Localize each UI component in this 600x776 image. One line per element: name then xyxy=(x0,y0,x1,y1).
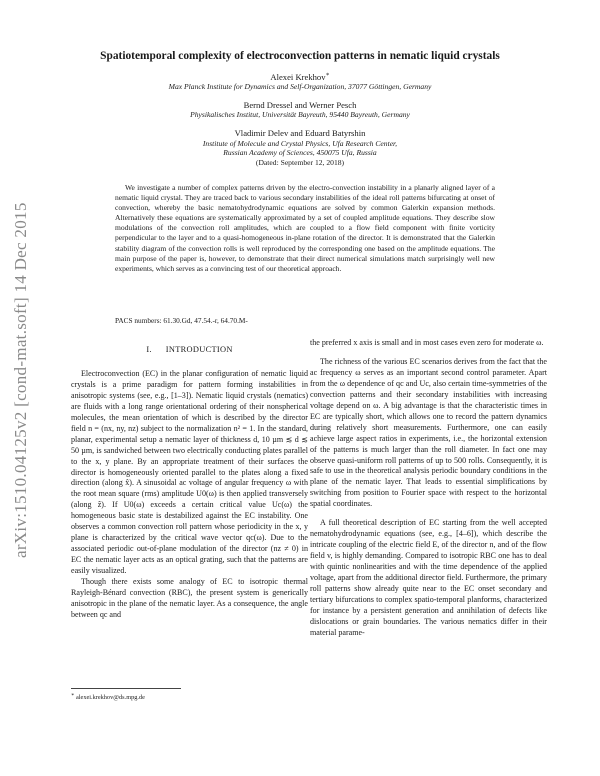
right-paragraph-1: the preferred x axis is small and in most cases even zero for moderate ω. xyxy=(310,338,544,347)
arxiv-identifier: arXiv:1510.04125v2 [cond-mat.soft] 14 Dec 2015 xyxy=(11,202,30,558)
section-title: INTRODUCTION xyxy=(165,345,233,354)
footnote-divider xyxy=(71,688,181,689)
paper-header xyxy=(60,50,540,167)
pacs-numbers: PACS numbers: 61.30.Gd, 47.54.-r, 64.70.M- xyxy=(115,316,248,325)
affiliation-2: Physikalisches Institut, Universität Bayreuth, 95440 Bayreuth, Germany xyxy=(190,110,410,120)
left-paragraph-1: Electroconvection (EC) in the planar configuration of nematic liquid crystals is a prime paradigm for pattern forming instabilities in anisotropic systems (see, e.g., [1–3]). Nematic liquid crystals (nematics) are fluids with a long range orientational ordering of their nonspherical molecules, the mean orientation of which is described by the director field n = (nx, ny, nz) subject to the normalization n² = 1. In the standard, planar, experimental setup a nematic layer of thickness d, 10 µm ≲ d ≲ 50 µm, is sandwiched between two electrically conducting plates parallel to the x, y plane. By an appropriate treatment of their surfaces the director is homogeneously oriented parallel to the plates along a fixed direction (along x̂). A sinusoidal ac voltage of angular frequency ω with the root mean square (rms) amplitude U0(ω) is then applied transversely (along ẑ). If U0(ω) exceeds a certain critical value Uc(ω) the homogeneous basic state is destabilized against the EC instability. One observes a common convection roll pattern whose periodicity in the x, y plane is characterized by the critical wave vector qc(ω). Due to the associated periodic out-of-plane modulation of the director (nz ≠ 0) in EC the nematic layer acts as an optical grating, such that the patterns are easily visualized. xyxy=(71,368,308,576)
author-email: alexei.krekhov@ds.mpg.de xyxy=(75,694,145,702)
author-names-1: Alexei Krekhov∗ xyxy=(270,71,330,82)
affiliation-1: Max Planck Institute for Dynamics and Self-Organization, 37077 Göttingen, Germany xyxy=(168,82,432,92)
author-names-2: Bernd Dressel and Werner Pesch xyxy=(243,99,357,110)
author-names-3: Vladimir Delev and Eduard Batyrshin xyxy=(234,128,366,139)
left-column xyxy=(71,342,308,621)
abstract: We investigate a number of complex patterns driven by the electro-convection instability in a planarly aligned layer of a nematic liquid crystal. They are traced back to various secondary instabilities of the ideal roll patterns bifurcating at onset of convection, whereby the basic nematohydrodynamic equations are solved by common Galerkin expansion methods. Alternatively these equations are systematically approximated by a set of coupled amplitude equations. They describe slow modulations of the convection roll amplitudes, which are coupled to a flow field component with finite vorticity perpendicular to the layer and to a quasi-homogeneous in-plane rotation of the director. It is demonstrated that the Galerkin stability diagram of the convection rolls is well reproduced by the corresponding one based on the amplitude equations. The main purpose of the paper is, however, to demonstrate that their direct numerical simulations match surprisingly well new experiments, which serves as a convincing test of our theoretical approach. xyxy=(115,183,495,273)
right-paragraph-2: The richness of the various EC scenarios derives from the fact that the ac frequency ω serves as an important second control parameter. Apart from the ω dependence of qc and Uc, also certain time-symmetries of the convection patterns and their secondary instabilities with increasing voltage depend on ω. A big advantage is that the characteristic times in EC are typically short, which allows one to record the pattern dynamics during relatively short measurements. Furthermore, one can easily achieve large aspect ratios in experiments, i.e., the horizontal extension of the patterns is much larger than the roll diameter. In fact one may observe quasi-uniform roll patterns of up to 500 rolls. Consequently, it is safe to use in the theoretical analysis periodic boundary conditions in the plane of the nematic layer. That leads to essential simplifications by switching from position to Fourier space with respect to the horizontal spatial coordinates. xyxy=(310,356,547,509)
left-paragraph-2: Though there exists some analogy of EC to isotropic thermal Rayleigh-Bénard convection (RBC), the present system is generically anisotropic in the plane of the nematic layer. As a consequence, the angle between qc and xyxy=(71,577,308,619)
right-paragraph-3: A full theoretical description of EC starting from the well accepted nematohydrodynamic equations (see, e.g., [4–6]), which describe the intricate coupling of the electric field E, of the director n, and of the flow field v, is highly demanding. Compared to isotropic RBC one has to deal with quintic nonlinearities and with the time dependence of the applied voltage, apart from the additional director field. Furthermore, the primary roll patterns show already quite near to the EC onset secondary and tertiary bifurcations to complex spatio-temporal planforms, characterized for instance by a persistent generation and annihilation of defects like dislocations or grain boundaries. The various nematics differ in their material parame- xyxy=(310,518,547,637)
right-column xyxy=(310,338,547,639)
paper-title: Spatiotemporal complexity of electroconvection patterns in nematic liquid crystals xyxy=(100,50,500,62)
affiliation-3-line-1: Institute of Molecule and Crystal Physics, Ufa Research Center, xyxy=(202,138,398,148)
section-heading xyxy=(71,345,308,356)
footnote: ∗ alexei.krekhov@ds.mpg.de xyxy=(71,693,145,702)
dated-line: (Dated: September 12, 2018) xyxy=(255,157,345,167)
section-number: I. xyxy=(146,345,152,354)
affiliation-3-line-2: Russian Academy of Sciences, 450075 Ufa, Russia xyxy=(223,148,377,158)
footnote-marker: ∗ xyxy=(325,72,330,78)
